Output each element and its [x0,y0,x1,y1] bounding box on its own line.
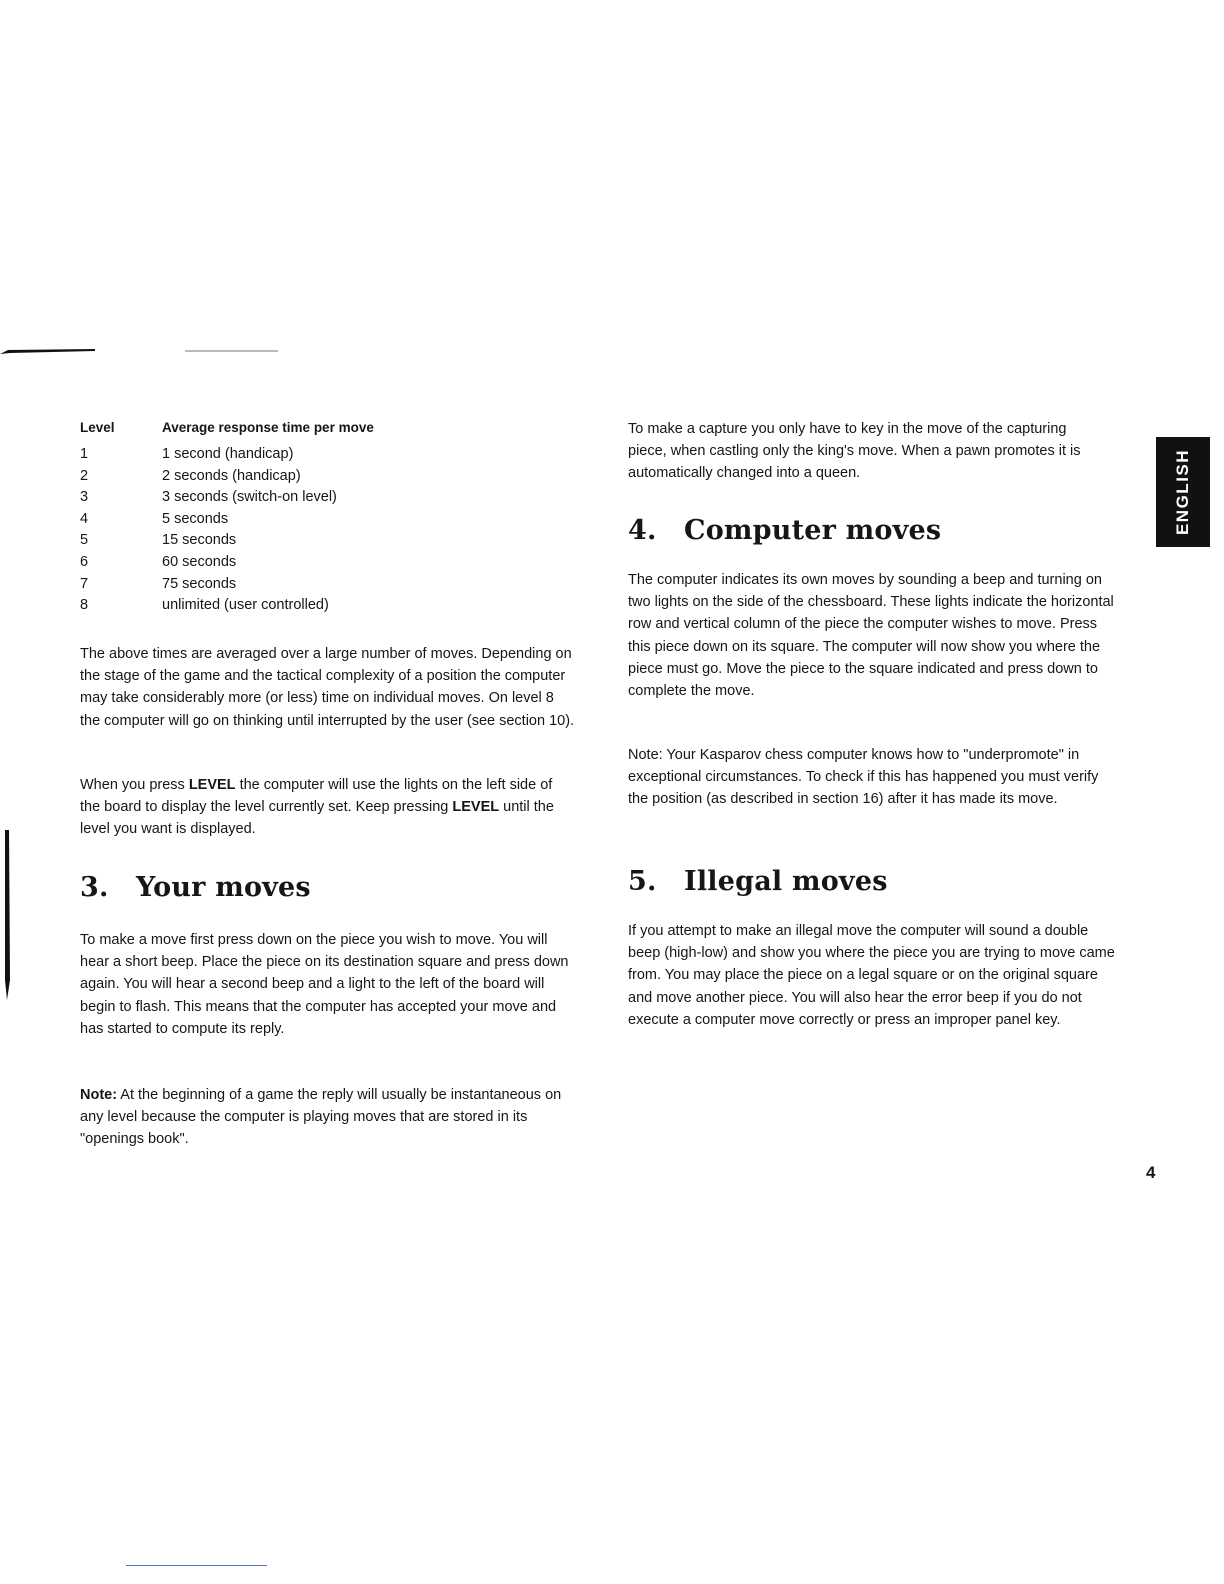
table-row [80,511,374,533]
time-cell: 3 seconds (switch-on level) [162,489,337,506]
your-moves-paragraph: To make a move first press down on the piece you wish to move. You will hear a short beep. Place the piece on its destination square and press down again. You will hear a second beep and a light to the left of the board will begin to flash. This means that the computer has accepted your move and has started to compute its reply. [80,932,569,1037]
scan-bottom-line [126,1565,267,1566]
level-table [80,420,374,619]
level-key-label: LEVEL [188,777,236,793]
openings-note-paragraph [80,1084,570,1151]
text-run: until the level you want is displayed. [80,799,554,838]
level-cell: 6 [80,553,89,570]
level-cell: 2 [80,467,89,484]
table-row [80,446,374,468]
text-run: the computer will use the lights on the left side of the board to display the level currently set. Keep pressing [80,777,553,816]
table-row [80,554,374,576]
level-times-paragraph: The above times are averaged over a large number of moves. Depending on the stage of the game and the tactical complexity of a position the computer may take considerably more (or less) time on individual moves. On level 8 the computer will go on thinking until interrupted by the user (see section 10). [80,646,575,729]
time-cell: 2 seconds (handicap) [162,467,301,484]
text-run: At the beginning of a game the reply will usually be instantaneous on any level because the computer is playing moves that are stored in its "openings book". [80,1087,562,1148]
section-title: Computer moves [684,515,942,546]
table-row [80,468,374,490]
language-tab [1156,437,1210,547]
section-number: 4. [628,515,657,546]
level-cell: 3 [80,489,89,506]
page-number: 4 [1146,1163,1156,1182]
time-cell: 60 seconds [162,553,237,570]
computer-moves-paragraph: The computer indicates its own moves by sounding a beep and turning on two lights on the side of the chessboard. These lights indicate the horizontal row and vertical column of the piece the computer wishes to move. Press this piece down on its square. The computer will now show you where the piece must go. Move the piece to the square indicated and press down to complete the move. [628,572,1114,700]
level-cell: 5 [80,532,89,549]
text-run: When you press [80,777,189,793]
level-table-header [80,420,374,446]
section-3-heading [80,872,311,903]
level-key-label: LEVEL [452,799,500,816]
illegal-moves-paragraph: If you attempt to make an illegal move the computer will sound a double beep (high-low) and show you where the piece you are trying to move came from. You may place the piece on a legal square or on the original square and move another piece. You will also hear the error beep if you do not execute a computer move correctly or press an improper panel key. [628,923,1115,1028]
time-cell: 5 seconds [162,510,229,527]
left-column [80,420,580,619]
section-4-heading [628,515,941,546]
level-cell: 4 [80,510,89,527]
time-cell: unlimited (user controlled) [162,597,329,614]
level-cell: 7 [80,575,89,592]
section-number: 5. [628,866,657,897]
time-cell: 15 seconds [162,532,237,549]
section-number: 3. [80,872,109,903]
language-tab-label: ENGLISH [1173,448,1192,536]
section-title: Your moves [136,872,311,903]
time-cell: 75 seconds [162,575,237,592]
section-5-heading [628,866,888,897]
level-column-header: Level [80,420,115,435]
table-row [80,597,374,619]
level-cell: 8 [80,597,89,614]
capture-paragraph: To make a capture you only have to key in the move of the capturing piece, when castling only the king's move. When a pawn promotes it is automatically changed into a queen. [628,421,1081,482]
table-row [80,489,374,511]
scan-binding-mark [0,830,20,1010]
scan-edge-mark [0,340,300,364]
level-button-paragraph [80,774,576,841]
level-cell: 1 [80,446,89,462]
table-row [80,532,374,554]
section-title: Illegal moves [684,866,888,897]
note-label: Note: [80,1087,118,1103]
time-cell: 1 second (handicap) [162,446,294,462]
response-column-header: Average response time per move [162,420,374,435]
underpromote-note-paragraph: Note: Your Kasparov chess computer knows how to "underpromote" in exceptional circumstances. To check if this has happened you must verify the position (as described in section 16) after it has made its move. [628,747,1099,808]
table-row [80,576,374,598]
